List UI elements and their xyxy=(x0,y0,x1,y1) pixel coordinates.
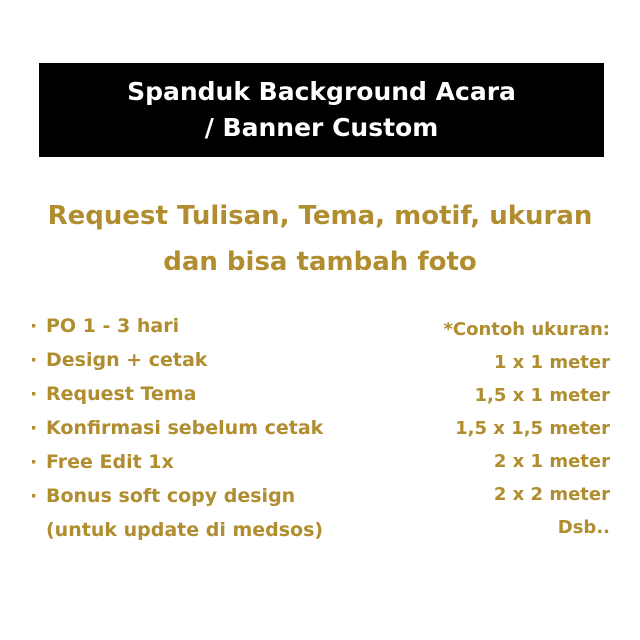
size-examples xyxy=(444,313,611,544)
feature-note: (untuk update di medsos) xyxy=(46,519,324,541)
bullet-icon: · xyxy=(30,417,38,439)
feature-text: Konfirmasi sebelum cetak xyxy=(46,417,324,439)
bullet-icon: · xyxy=(30,383,38,405)
bullet-icon: · xyxy=(30,451,38,473)
feature-text: Free Edit 1x xyxy=(46,451,174,473)
feature-item xyxy=(30,377,323,411)
title-banner xyxy=(39,63,604,157)
title-line-2: / Banner Custom xyxy=(204,113,439,142)
subtitle-line-1: Request Tulisan, Tema, motif, ukuran xyxy=(47,201,593,231)
bullet-icon: · xyxy=(30,315,38,337)
feature-text: Bonus soft copy design xyxy=(46,485,296,507)
bullet-icon: · xyxy=(30,485,38,507)
size-item: 1,5 x 1 meter xyxy=(474,385,610,406)
bullet-icon: · xyxy=(30,349,38,371)
feature-item xyxy=(30,445,323,479)
size-heading: *Contoh ukuran: xyxy=(443,319,610,340)
feature-text: Request Tema xyxy=(46,383,197,405)
feature-list xyxy=(30,309,323,547)
size-item: Dsb.. xyxy=(557,517,610,538)
size-item: 1,5 x 1,5 meter xyxy=(455,418,610,439)
feature-text: Design + cetak xyxy=(46,349,208,371)
feature-item xyxy=(30,479,323,513)
feature-item xyxy=(30,309,323,343)
feature-item xyxy=(30,343,323,377)
subtitle-line-2: dan bisa tambah foto xyxy=(163,247,477,277)
feature-text: PO 1 - 3 hari xyxy=(46,315,180,337)
size-item: 1 x 1 meter xyxy=(493,352,610,373)
size-item: 2 x 2 meter xyxy=(493,484,610,505)
feature-item xyxy=(30,411,323,445)
title-line-1: Spanduk Background Acara xyxy=(127,77,516,106)
subtitle xyxy=(0,193,640,285)
size-item: 2 x 1 meter xyxy=(493,451,610,472)
